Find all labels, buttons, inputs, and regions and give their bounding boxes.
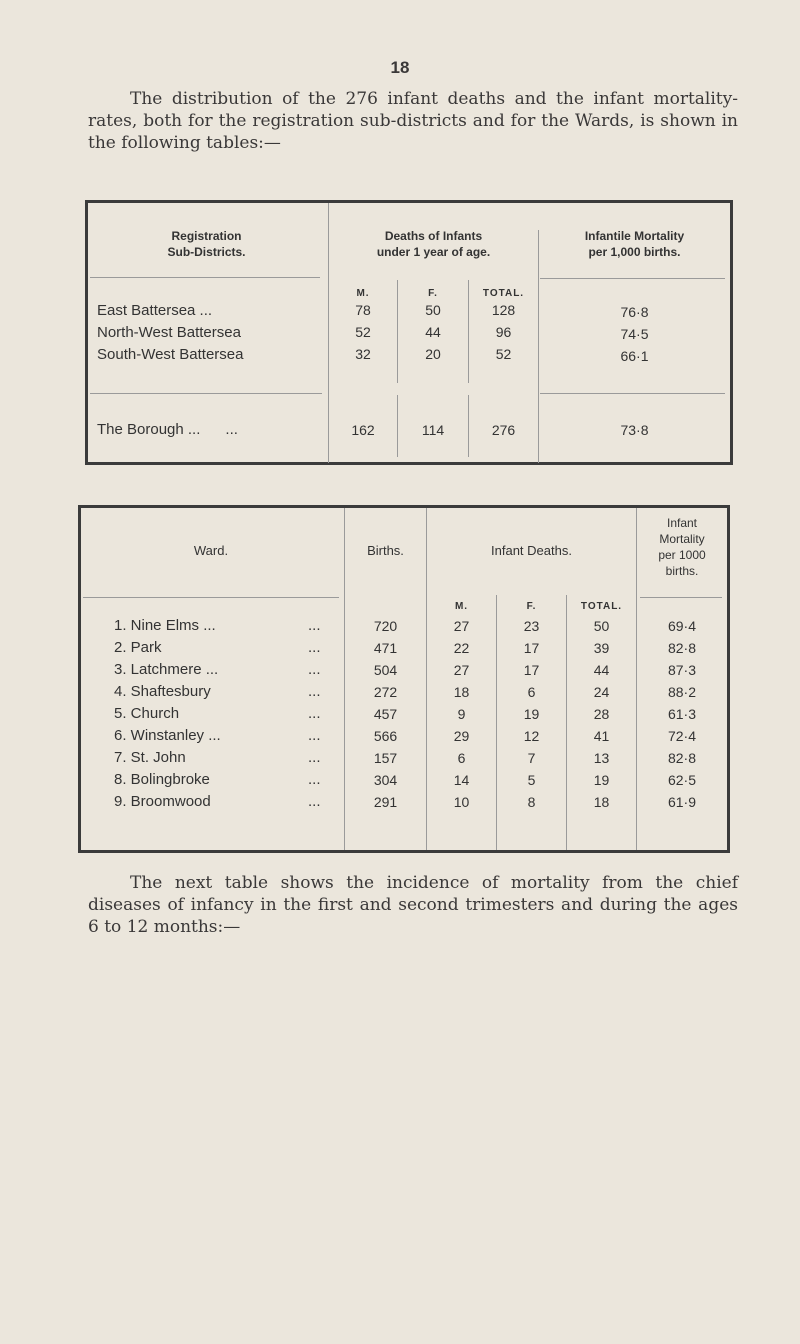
ward-births: 291 xyxy=(373,794,398,810)
row-total: 96 xyxy=(495,324,512,340)
sub-header-f: F. xyxy=(428,288,438,299)
header-births: Births. xyxy=(367,543,404,558)
header-rate-line3: per 1000 xyxy=(658,548,706,562)
ward-births: 471 xyxy=(373,640,398,656)
sub-header-f: F. xyxy=(526,601,537,612)
ward-total: 28 xyxy=(593,706,610,722)
ward-m: 29 xyxy=(453,728,470,744)
outro-paragraph xyxy=(88,872,738,938)
sub-districts-table xyxy=(85,200,733,464)
sub-header-m: M. xyxy=(356,288,370,299)
header-rate-line1: Infant xyxy=(666,516,698,530)
header-deaths-line1: Deaths of Infants xyxy=(384,229,483,243)
ward-rate: 69·4 xyxy=(667,618,697,634)
header-deaths-line2: under 1 year of age. xyxy=(376,245,491,259)
borough-total: 276 xyxy=(491,422,516,438)
dot-leader: ... xyxy=(308,661,321,678)
wards-table xyxy=(78,505,730,853)
ward-m: 10 xyxy=(453,794,470,810)
ward-f: 17 xyxy=(523,640,540,656)
dot-leader: ... xyxy=(308,749,321,766)
header-registration xyxy=(85,228,328,260)
row-total: 128 xyxy=(491,302,516,318)
ward-rate: 82·8 xyxy=(667,640,697,656)
row-name: North-West Battersea xyxy=(97,324,241,341)
ward-births: 272 xyxy=(373,684,398,700)
ward-births: 720 xyxy=(373,618,398,634)
row-m: 78 xyxy=(355,302,371,318)
borough-m: 162 xyxy=(351,422,375,438)
ward-f: 19 xyxy=(523,706,540,722)
ward-total: 13 xyxy=(593,750,610,766)
ward-total: 24 xyxy=(593,684,610,700)
row-name: East Battersea ... xyxy=(97,302,213,319)
ward-f: 17 xyxy=(523,662,540,678)
header-infant-deaths: Infant Deaths. xyxy=(491,543,572,558)
ward-name: 6. Winstanley ... xyxy=(114,727,221,744)
sub-header-total: TOTAL. xyxy=(482,288,525,299)
ward-total: 18 xyxy=(593,794,610,810)
ward-f: 8 xyxy=(527,794,536,810)
page-number: 18 xyxy=(390,58,410,77)
ward-f: 7 xyxy=(527,750,536,766)
header-registration-line2: Sub-Districts. xyxy=(167,245,246,259)
header-rate-line4: births. xyxy=(665,564,699,578)
ward-births: 566 xyxy=(373,728,398,744)
dot-leader: ... xyxy=(308,727,321,744)
borough-rate: 73·8 xyxy=(620,422,649,438)
ward-births: 304 xyxy=(373,772,398,788)
row-rate: 74·5 xyxy=(620,326,649,342)
dot-leader: ... xyxy=(308,793,321,810)
ward-births: 157 xyxy=(373,750,398,766)
ward-rate: 61·3 xyxy=(667,706,697,722)
sub-header-m: M. xyxy=(454,601,469,612)
ward-rate: 72·4 xyxy=(667,728,697,744)
ward-name: 9. Broomwood xyxy=(114,793,211,810)
ward-total: 44 xyxy=(593,662,610,678)
intro-text: The distribution of the 276 infant deaths and the infant mortality-rates, both for the registration sub-districts and for the Wards, is shown in the following tables:— xyxy=(88,89,738,153)
ward-rate: 82·8 xyxy=(667,750,697,766)
ward-rate: 61·9 xyxy=(667,794,697,810)
ward-name: 3. Latchmere ... xyxy=(114,661,219,678)
dot-leader: ... xyxy=(308,639,321,656)
header-ward: Ward. xyxy=(193,543,229,558)
ward-m: 14 xyxy=(453,772,470,788)
ward-births: 457 xyxy=(373,706,398,722)
header-registration-line1: Registration xyxy=(171,229,242,243)
row-rate: 66·1 xyxy=(620,348,649,364)
ward-f: 5 xyxy=(527,772,536,788)
borough-name: The Borough ... ... xyxy=(97,421,238,438)
ward-m: 22 xyxy=(453,640,470,656)
ward-m: 6 xyxy=(457,750,466,766)
ward-total: 50 xyxy=(593,618,610,634)
ward-total: 39 xyxy=(593,640,610,656)
header-mortality-rate xyxy=(539,228,730,260)
borough-f: 114 xyxy=(421,422,445,438)
row-f: 50 xyxy=(425,302,441,318)
ward-m: 18 xyxy=(453,684,470,700)
ward-rate: 62·5 xyxy=(667,772,697,788)
row-name: South-West Battersea xyxy=(97,346,244,363)
ward-total: 41 xyxy=(593,728,610,744)
header-infant-mortality xyxy=(637,515,727,579)
row-f: 20 xyxy=(425,346,441,362)
dot-leader: ... xyxy=(308,705,321,722)
ward-total: 19 xyxy=(593,772,610,788)
ward-rate: 88·2 xyxy=(667,684,697,700)
row-f: 44 xyxy=(425,324,441,340)
dot-leader: ... xyxy=(308,617,321,634)
ward-name: 5. Church xyxy=(114,705,180,722)
ward-name: 1. Nine Elms ... xyxy=(114,617,216,634)
header-rate-line1: Infantile Mortality xyxy=(584,229,685,243)
outro-text: The next table shows the incidence of mortality from the chief diseases of infancy in the first and second trimesters and during the ages 6 to 12 months:— xyxy=(88,873,738,937)
ward-name: 2. Park xyxy=(114,639,162,656)
dot-leader: ... xyxy=(308,771,321,788)
header-rate-line2: per 1,000 births. xyxy=(588,245,681,259)
row-m: 52 xyxy=(355,324,371,340)
row-m: 32 xyxy=(355,346,371,362)
ward-m: 27 xyxy=(453,662,470,678)
ward-m: 27 xyxy=(453,618,470,634)
ward-name: 7. St. John xyxy=(114,749,186,766)
ward-births: 504 xyxy=(373,662,398,678)
ward-name: 4. Shaftesbury xyxy=(114,683,211,700)
ward-f: 12 xyxy=(523,728,540,744)
ward-name: 8. Bolingbroke xyxy=(114,771,210,788)
row-total: 52 xyxy=(495,346,512,362)
header-rate-line2: Mortality xyxy=(659,532,705,546)
row-rate: 76·8 xyxy=(620,304,649,320)
dot-leader: ... xyxy=(308,683,321,700)
ward-m: 9 xyxy=(457,706,466,722)
ward-f: 6 xyxy=(527,684,536,700)
header-deaths xyxy=(329,228,538,260)
intro-paragraph xyxy=(88,88,738,154)
sub-header-total: TOTAL. xyxy=(580,601,623,612)
ward-rate: 87·3 xyxy=(667,662,697,678)
ward-f: 23 xyxy=(523,618,540,634)
